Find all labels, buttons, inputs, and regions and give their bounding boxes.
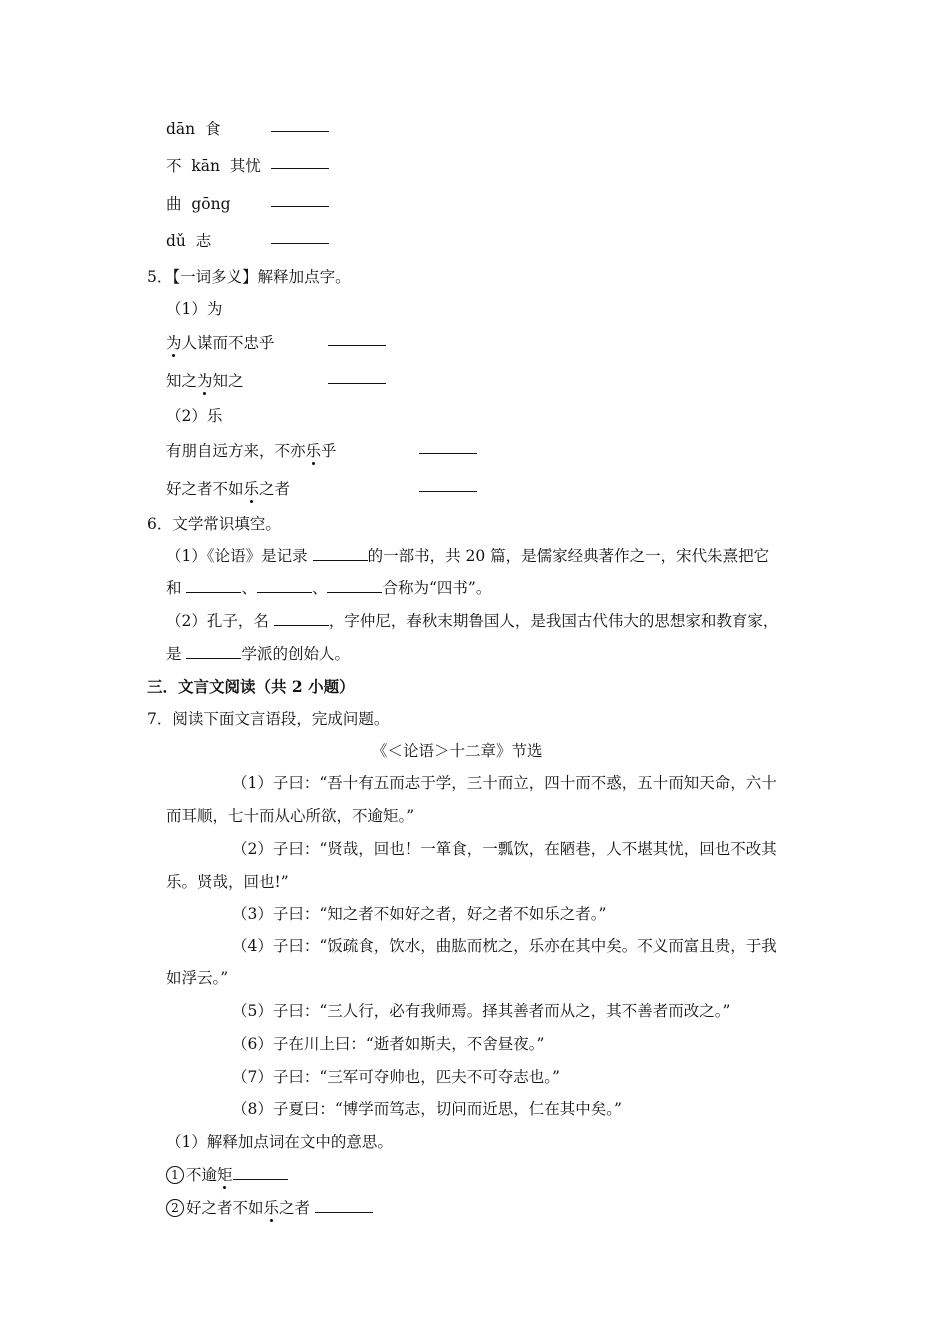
answer-blank[interactable] <box>271 116 329 132</box>
question-5-title: 5．【一词多义】解释加点字。 <box>147 268 351 286</box>
answer-blank[interactable] <box>271 191 329 207</box>
circled-number: 1 <box>166 1166 184 1184</box>
answer-blank[interactable] <box>186 577 241 593</box>
dotted-char: 乐 <box>263 1199 280 1217</box>
passage-line: 乐。贤哉，回也!” <box>166 873 289 891</box>
q7-item-2: 2 好之者不如乐之者 <box>166 1197 373 1219</box>
q7-item-1: 1 不逾矩 <box>166 1164 288 1186</box>
pinyin-char: 食 <box>205 120 221 138</box>
question-7-title: 7．阅读下面文言语段，完成问题。 <box>147 710 390 728</box>
dotted-char: 为 <box>197 372 213 390</box>
answer-blank[interactable] <box>328 330 386 346</box>
answer-blank[interactable] <box>257 577 312 593</box>
q6-line-4: 是 学派的创始人。 <box>166 645 350 663</box>
pinyin-char: 曲 <box>166 195 182 213</box>
pinyin-row-4 <box>166 230 211 252</box>
answer-blank[interactable] <box>328 368 386 384</box>
q5-sentence: 有朋自远方来，不亦乐乎 <box>166 442 337 460</box>
answer-blank[interactable] <box>271 153 329 169</box>
passage-line: （8）子夏曰：“博学而笃志，切问而近思，仁在其中矣。” <box>232 1100 622 1118</box>
passage-line: （7）子曰：“三军可夺帅也，匹夫不可夺志也。” <box>232 1068 560 1086</box>
dotted-char: 为 <box>166 334 182 352</box>
passage-line: 如浮云。” <box>166 969 229 987</box>
pinyin-text: dān <box>166 120 196 138</box>
circled-number: 2 <box>166 1199 184 1217</box>
q5-sub-1: （1）为 <box>166 300 223 318</box>
pinyin-text: kān <box>191 157 220 175</box>
answer-blank[interactable] <box>327 577 382 593</box>
answer-blank[interactable] <box>233 1164 288 1180</box>
dotted-char: 矩 <box>217 1166 233 1184</box>
passage-line: （2）子曰：“贤哉，回也！一箪食，一瓢饮，在陋巷，人不堪其忧，回也不改其 <box>232 840 777 858</box>
passage-line: （5）子曰：“三人行，必有我师焉。择其善者而从之，其不善者而改之。” <box>232 1002 731 1020</box>
q5-sentence: 好之者不如乐之者 <box>166 480 291 498</box>
pinyin-text: gōng <box>191 195 231 213</box>
dotted-char: 乐 <box>243 480 260 498</box>
answer-blank[interactable] <box>419 438 477 454</box>
answer-blank[interactable] <box>274 610 329 626</box>
answer-blank[interactable] <box>313 545 368 561</box>
q5-sentence: 为人谋而不忠乎 <box>166 334 275 352</box>
answer-blank[interactable] <box>419 476 477 492</box>
answer-blank[interactable] <box>271 228 329 244</box>
pinyin-char: 不 <box>166 157 182 175</box>
q6-line-2: 和 、 、 合称为“四书”。 <box>166 579 492 597</box>
pinyin-row-3 <box>166 193 231 215</box>
pinyin-char: 其忧 <box>229 157 261 175</box>
pinyin-text: dǔ <box>166 232 186 250</box>
passage-line: （6）子在川上曰：“逝者如斯夫，不舍昼夜。” <box>232 1035 545 1053</box>
q5-sub-2: （2）乐 <box>166 407 223 425</box>
pinyin-row-1 <box>166 118 221 140</box>
answer-blank[interactable] <box>315 1197 373 1213</box>
q6-line-1: （1）《论语》是记录 的一部书，共 20 篇，是儒家经典著作之一，宋代朱熹把它 <box>166 547 770 565</box>
passage-line: （1）子曰：“吾十有五而志于学，三十而立，四十而不惑，五十而知天命，六十 <box>232 774 777 792</box>
passage-line: （4）子曰：“饭疏食，饮水，曲肱而枕之，乐亦在其中矣。不义而富且贵，于我 <box>232 937 777 955</box>
passage-line: （3）子曰：“知之者不如好之者，好之者不如乐之者。” <box>232 905 607 923</box>
question-6-title: 6．文学常识填空。 <box>147 515 281 533</box>
q5-sentence: 知之为知之 <box>166 372 244 390</box>
q7-sub-1: （1）解释加点词在文中的意思。 <box>166 1133 393 1151</box>
answer-blank[interactable] <box>186 643 241 659</box>
dotted-char: 乐 <box>305 442 322 460</box>
q6-line-3: （2）孔子，名 ，字仲尼，春秋末期鲁国人，是我国古代伟大的思想家和教育家， <box>166 612 779 630</box>
passage-heading: 《＜论语＞十二章》节选 <box>372 742 543 760</box>
pinyin-char: 志 <box>195 232 212 250</box>
section-heading: 三．文言文阅读（共 2 小题） <box>147 677 355 696</box>
pinyin-row-2 <box>166 155 261 177</box>
passage-line: 而耳顺，七十而从心所欲，不逾矩。” <box>166 807 415 825</box>
